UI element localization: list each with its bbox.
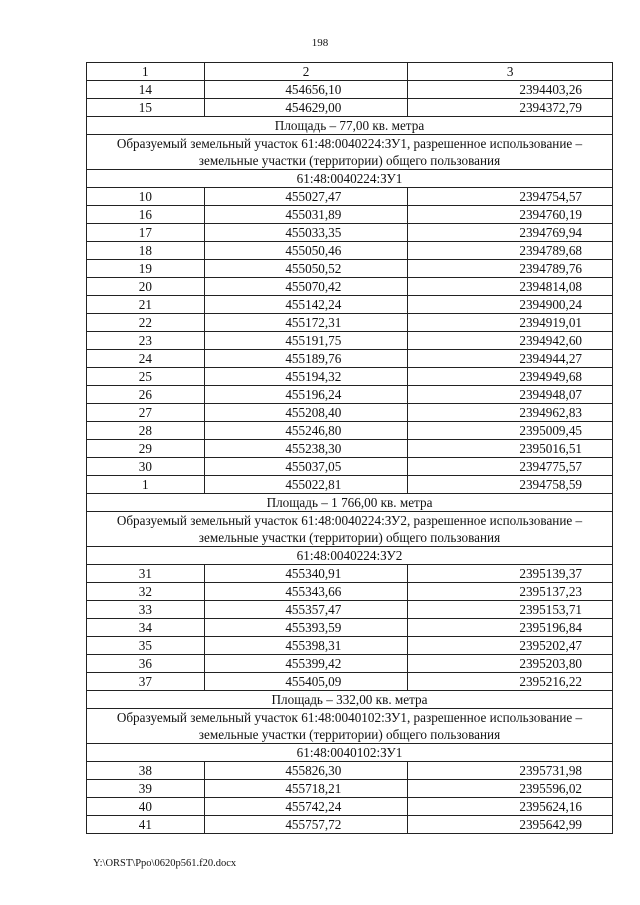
y-coordinate: 2394758,59: [408, 476, 613, 494]
y-coordinate: 2394754,57: [408, 188, 613, 206]
x-coordinate: 455246,80: [204, 422, 408, 440]
y-coordinate: 2394962,83: [408, 404, 613, 422]
table-row: [87, 476, 613, 494]
y-coordinate: 2395153,71: [408, 601, 613, 619]
x-coordinate: 455393,59: [204, 619, 408, 637]
point-number: 31: [87, 565, 205, 583]
table-row: [87, 583, 613, 601]
point-number: 32: [87, 583, 205, 601]
x-coordinate: 455031,89: [204, 206, 408, 224]
point-number: 14: [87, 81, 205, 99]
point-number: 23: [87, 332, 205, 350]
cadastral-code: 61:48:0040224:ЗУ2: [87, 547, 613, 565]
y-coordinate: 2395216,22: [408, 673, 613, 691]
y-coordinate: 2395202,47: [408, 637, 613, 655]
section-title-row: [87, 709, 613, 744]
point-number: 40: [87, 798, 205, 816]
point-number: 21: [87, 296, 205, 314]
table-row: [87, 332, 613, 350]
point-number: 34: [87, 619, 205, 637]
point-number: 16: [87, 206, 205, 224]
area-row: [87, 691, 613, 709]
x-coordinate: 455343,66: [204, 583, 408, 601]
point-number: 36: [87, 655, 205, 673]
y-coordinate: 2394948,07: [408, 386, 613, 404]
table-row: [87, 260, 613, 278]
x-coordinate: 455037,05: [204, 458, 408, 476]
cadastral-code: 61:48:0040224:ЗУ1: [87, 170, 613, 188]
point-number: 33: [87, 601, 205, 619]
y-coordinate: 2395139,37: [408, 565, 613, 583]
table-row: [87, 440, 613, 458]
point-number: 41: [87, 816, 205, 834]
section-title: Образуемый земельный участок 61:48:0040102:ЗУ1, разрешенное использование – земельные участки (территории) общего пользования: [87, 709, 613, 744]
table-row: [87, 637, 613, 655]
point-number: 26: [87, 386, 205, 404]
x-coordinate: 455398,31: [204, 637, 408, 655]
y-coordinate: 2395203,80: [408, 655, 613, 673]
file-path-footer: Y:\ORST\Ppo\0620p561.f20.docx: [93, 858, 237, 869]
area-row: [87, 117, 613, 135]
point-number: 20: [87, 278, 205, 296]
area-value: Площадь – 77,00 кв. метра: [87, 117, 613, 135]
header-row: [87, 63, 613, 81]
point-number: 35: [87, 637, 205, 655]
section-title-row: [87, 135, 613, 170]
point-number: 28: [87, 422, 205, 440]
table-row: [87, 404, 613, 422]
table-row: [87, 655, 613, 673]
table-row: [87, 601, 613, 619]
cadastral-code-row: [87, 547, 613, 565]
table-row: [87, 206, 613, 224]
table-row: [87, 780, 613, 798]
column-header-y: 3: [408, 63, 613, 81]
y-coordinate: 2394769,94: [408, 224, 613, 242]
point-number: 29: [87, 440, 205, 458]
y-coordinate: 2395596,02: [408, 780, 613, 798]
point-number: 10: [87, 188, 205, 206]
table-row: [87, 278, 613, 296]
point-number: 19: [87, 260, 205, 278]
y-coordinate: 2394814,08: [408, 278, 613, 296]
x-coordinate: 455033,35: [204, 224, 408, 242]
y-coordinate: 2395137,23: [408, 583, 613, 601]
x-coordinate: 455027,47: [204, 188, 408, 206]
x-coordinate: 455050,52: [204, 260, 408, 278]
table-row: [87, 350, 613, 368]
point-number: 38: [87, 762, 205, 780]
section-title: Образуемый земельный участок 61:48:0040224:ЗУ1, разрешенное использование – земельные участки (территории) общего пользования: [87, 135, 613, 170]
table-row: [87, 99, 613, 117]
x-coordinate: 455191,75: [204, 332, 408, 350]
x-coordinate: 455357,47: [204, 601, 408, 619]
y-coordinate: 2395624,16: [408, 798, 613, 816]
table-row: [87, 314, 613, 332]
cadastral-code-row: [87, 744, 613, 762]
table-row: [87, 188, 613, 206]
x-coordinate: 455189,76: [204, 350, 408, 368]
area-value: Площадь – 332,00 кв. метра: [87, 691, 613, 709]
y-coordinate: 2395731,98: [408, 762, 613, 780]
point-number: 37: [87, 673, 205, 691]
point-number: 24: [87, 350, 205, 368]
point-number: 27: [87, 404, 205, 422]
table-row: [87, 762, 613, 780]
point-number: 39: [87, 780, 205, 798]
y-coordinate: 2395196,84: [408, 619, 613, 637]
y-coordinate: 2394372,79: [408, 99, 613, 117]
y-coordinate: 2394944,27: [408, 350, 613, 368]
x-coordinate: 455742,24: [204, 798, 408, 816]
area-row: [87, 494, 613, 512]
x-coordinate: 455050,46: [204, 242, 408, 260]
cadastral-code: 61:48:0040102:ЗУ1: [87, 744, 613, 762]
point-number: 22: [87, 314, 205, 332]
y-coordinate: 2394949,68: [408, 368, 613, 386]
x-coordinate: 455172,31: [204, 314, 408, 332]
x-coordinate: 455208,40: [204, 404, 408, 422]
x-coordinate: 454629,00: [204, 99, 408, 117]
table-row: [87, 673, 613, 691]
area-value: Площадь – 1 766,00 кв. метра: [87, 494, 613, 512]
table-row: [87, 422, 613, 440]
x-coordinate: 455238,30: [204, 440, 408, 458]
x-coordinate: 455196,24: [204, 386, 408, 404]
column-header-x: 2: [204, 63, 408, 81]
y-coordinate: 2395642,99: [408, 816, 613, 834]
table-row: [87, 242, 613, 260]
section-title-row: [87, 512, 613, 547]
y-coordinate: 2394942,60: [408, 332, 613, 350]
x-coordinate: 454656,10: [204, 81, 408, 99]
x-coordinate: 455022,81: [204, 476, 408, 494]
point-number: 30: [87, 458, 205, 476]
x-coordinate: 455194,32: [204, 368, 408, 386]
table-row: [87, 619, 613, 637]
x-coordinate: 455142,24: [204, 296, 408, 314]
y-coordinate: 2394760,19: [408, 206, 613, 224]
y-coordinate: 2394789,68: [408, 242, 613, 260]
cadastral-code-row: [87, 170, 613, 188]
y-coordinate: 2394919,01: [408, 314, 613, 332]
coordinates-table: [86, 62, 613, 834]
x-coordinate: 455070,42: [204, 278, 408, 296]
x-coordinate: 455757,72: [204, 816, 408, 834]
y-coordinate: 2394900,24: [408, 296, 613, 314]
table-row: [87, 81, 613, 99]
table-row: [87, 368, 613, 386]
table-row: [87, 816, 613, 834]
table-row: [87, 565, 613, 583]
x-coordinate: 455405,09: [204, 673, 408, 691]
table-row: [87, 296, 613, 314]
point-number: 15: [87, 99, 205, 117]
y-coordinate: 2394403,26: [408, 81, 613, 99]
y-coordinate: 2394775,57: [408, 458, 613, 476]
column-header-point: 1: [87, 63, 205, 81]
section-title: Образуемый земельный участок 61:48:0040224:ЗУ2, разрешенное использование – земельные участки (территории) общего пользования: [87, 512, 613, 547]
x-coordinate: 455340,91: [204, 565, 408, 583]
table-row: [87, 458, 613, 476]
table-row: [87, 224, 613, 242]
table-row: [87, 386, 613, 404]
point-number: 25: [87, 368, 205, 386]
y-coordinate: 2394789,76: [408, 260, 613, 278]
x-coordinate: 455718,21: [204, 780, 408, 798]
point-number: 1: [87, 476, 205, 494]
table-row: [87, 798, 613, 816]
point-number: 17: [87, 224, 205, 242]
x-coordinate: 455826,30: [204, 762, 408, 780]
y-coordinate: 2395016,51: [408, 440, 613, 458]
x-coordinate: 455399,42: [204, 655, 408, 673]
point-number: 18: [87, 242, 205, 260]
page-number: 198: [311, 37, 329, 49]
y-coordinate: 2395009,45: [408, 422, 613, 440]
